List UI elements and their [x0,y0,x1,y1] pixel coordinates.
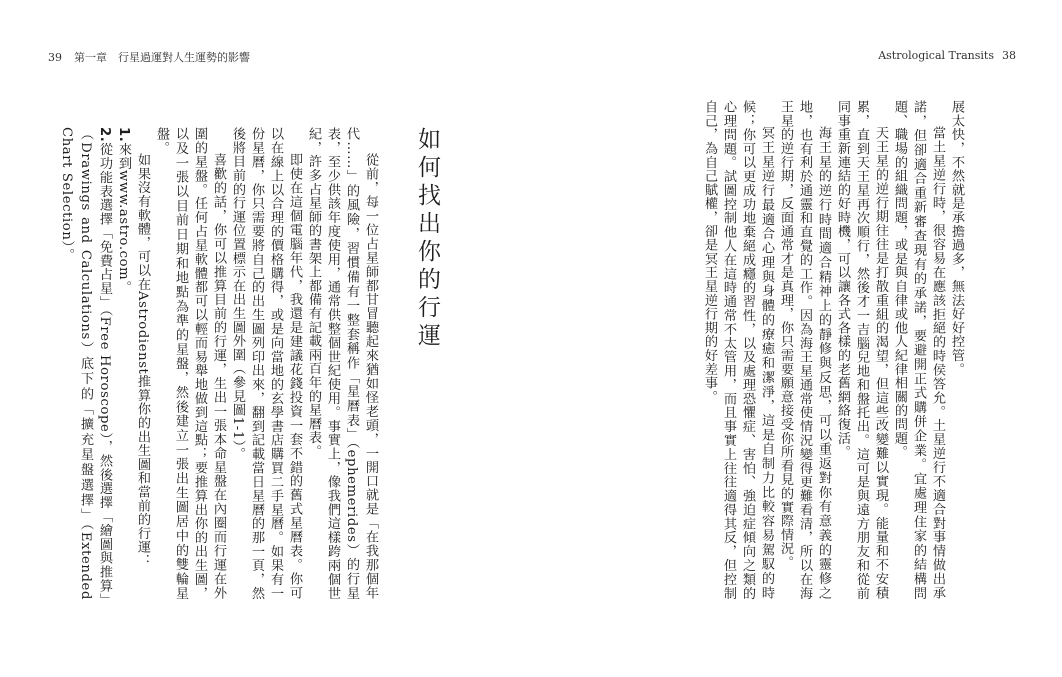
running-header-right [878,49,1016,62]
paragraph: 海王星的逆行時間適合精神上的靜修與反思，可以重返對你有意義的靈修之地，也有利於通靈和直覺的工作。因為海王星通常使情況變得更難看清，所以在海王星的逆行期，反面通常才是真理，你只需要願意接受你所看見的實際情況。 [778,100,831,600]
section-heading: 如何找出你的行運 [414,127,440,351]
list-item [114,127,133,600]
paragraph: 天王星的逆行期往往是打散重組的渴望，但這些改變難以實現。能量和不安積累，直到天王星再次順行，然後才一吉腦兒地和盤托出。這可是與遠方朋友和從前同事重新連結的好時機，可以讓各式各樣的老舊網絡復活。 [835,100,888,600]
page-number-left: 39 [48,51,62,64]
chapter-title: 第一章 行星過運對人生運勢的影響 [74,51,250,64]
right-page-body [566,100,966,600]
list-item [57,127,114,600]
list-item-number: 2. [97,127,112,143]
page-number-right: 38 [1002,49,1016,62]
list-item-text: 來到www.astro.com。 [116,142,131,295]
book-title: Astrological Transits [878,49,994,62]
paragraph: 展太快，不然就是承擔過多，無法好好控管。 [949,100,964,376]
paragraph: 即使在這個電腦年代，我還是建議花錢投資一套不錯的舊式星曆表。你可以在線上以合理的價格購得，或是向當地的玄學書店購買二手星曆。如果有一份星曆，你只需要將自己的出生圖列印出來，翻到記載當日星曆的那一頁，然後將目前的行運位置標示在出生圖外圍（參見圖1-1）。 [230,127,302,600]
left-page-body [24,127,444,600]
paragraph: 從前，每一位占星師都甘冒聽起來猶如怪老頭，一開口就是「在我那個年代……」的風險，習慣備有一整套稱作「星曆表」（ephemerides）的行星表，至少供該年度使用，通常供整個世紀使用。事實上，像我們這樣跨兩個世紀，許多占星師的書架上都備有記載兩百年的星曆表。 [306,127,378,600]
paragraph: 冥王星逆行最適合心理與身體的療癒和潔淨，這是自制力比較容易駕馭的時候；你可以更成功地棄絕成癮的習性，以及處理恐懼症、害怕、強迫症傾向之類的心理問題。試圖控制他人在這時通常不太管用，而且事實上往往適得其反，但控制自己，為自己賦權，卻是冥王星逆行期的好差事。 [702,100,774,600]
running-header-left [48,49,250,65]
paragraph: 喜歡的話，你可以推算目前的行運，生出一張本命星盤在內圈而行運在外圍的星盤。任何占星軟體都可以輕而易舉地做到這點；要推算出你的出生圖，以及一張以目前日期和地點為準的星盤，然後建立一張出生圖居中的雙輪星盤。 [154,127,226,600]
paragraph: 如果沒有軟體，可以在Astrodienst推算你的出生圖和當前的行運： [135,153,150,569]
paragraph: 當土星逆行時，很容易在應該拒絕的時侯答允。土星逆行不適合對事情做出承諾，但卻適合重新審查現有的承諾，要避開正式購併企業。宜處理住家的結構問題、職場的組織問題，或是與自律或他人紀律相關的問題。 [892,100,945,600]
list-item-text: 從功能表選擇「免費占星」（Free Horoscope），然後選擇「繪圖與推算」（Drawings and Calculations）底下的「擴充星盤選擇」（Extended Chart Selection）。 [59,127,112,600]
list-item-number: 1. [116,127,131,143]
